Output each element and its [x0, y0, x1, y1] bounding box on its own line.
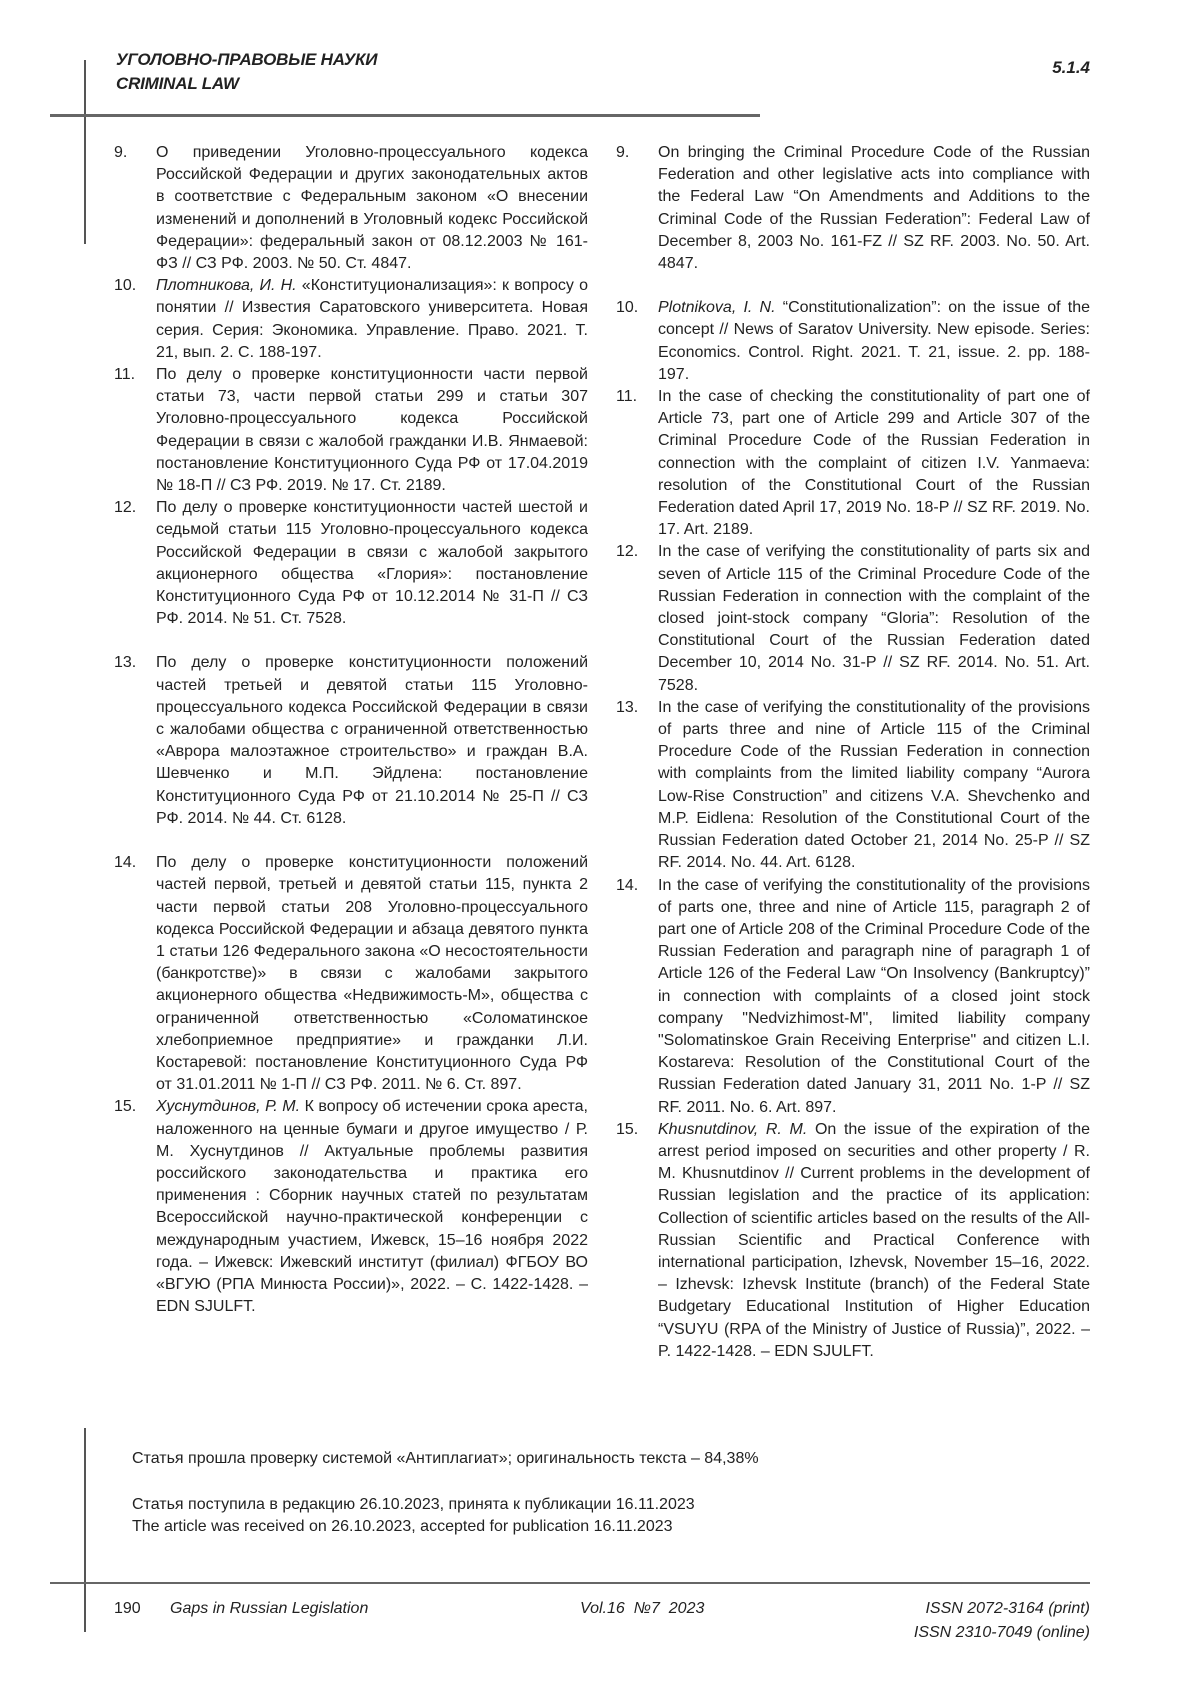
- reference-item: 12. По делу о проверке конституционности частей шестой и седьмой статьи 115 Уголовно-процессуального кодекса Российской Федерации в связи с жалобой закрытого акционерного общества «Глория»: постановление Конституционного Суда РФ от 10.12.2014 № 31-П // СЗ РФ. 2014. № 51. Ст. 7528.: [114, 499, 588, 628]
- top-vertical-rule: [84, 60, 86, 244]
- reference-item: 15. Khusnutdinov, R. M. On the issue of the expiration of the arrest period imposed on securities and other property / R. M. Khusnutdinov // Current problems in the development of Russian legislation and the practice of its application: Collection of scientific articles based on the results of the All-Russian Scientific and Practical Conference with international participation, Izhevsk, November 15–16, 2022. – Izhevsk: Izhevsk Institute (branch) of the Federal State Budgetary Educational Institution of Higher Education “VSUYU (RPA of the Ministry of Justice of Russia)”, 2022. – P. 1422-1428. – EDN SJULFT.: [616, 1120, 1090, 1360]
- journal-title: Gaps in Russian Legislation: [170, 1600, 369, 1617]
- header-rule: [50, 114, 760, 117]
- bottom-vertical-rule: [84, 1428, 86, 1632]
- received-note-ru: Статья поступила в редакцию 26.10.2023, принята к публикации 16.11.2023: [132, 1496, 695, 1513]
- reference-item: 9. On bringing the Criminal Procedure Code of the Russian Federation and other legislative acts into compliance with the Federal Law “On Amendments and Additions to the Criminal Code of the Russian Federation”: Federal Law of December 8, 2003 No. 161-FZ // SZ RF. 2003. No. 50. Art. 4847.: [616, 144, 1090, 273]
- section-title-ru: УГОЛОВНО-ПРАВОВЫЕ НАУКИ: [116, 50, 378, 69]
- reference-item: 12. In the case of verifying the constitutionality of parts six and seven of Article 115 of the Criminal Procedure Code of the Russian Federation in connection with the complaint of the closed joint-stock company “Gloria”: Resolution of the Constitutional Court of the Russian Federation dated December 10, 2014 No. 31-P // SZ RF. 2014. No. 51. Art. 7528.: [616, 543, 1090, 694]
- reference-item: 14. По делу о проверке конституционности положений частей первой, третьей и девятой статьи 115, пункта 2 части первой статьи 208 Уголовно-процессуального кодекса Российской Федерации и абзаца девятого пункта 1 статьи 126 Федерального закона «О несостоятельности (банкротстве)» в связи с жалобами закрытого акционерного общества «Недвижимость-М», общества с ограниченной ответственностью «Соломатинское хлебоприемное предприятие» и гражданки Л.И. Костаревой: постановление Конституционного Суда РФ от 31.01.2011 № 1-П // СЗ РФ. 2011. № 6. Ст. 897.: [114, 854, 588, 1094]
- reference-item: 13. In the case of verifying the constitutionality of the provisions of parts three and nine of Article 115 of the Criminal Procedure Code of the Russian Federation in connection with complaints from the limited liability company “Aurora Low-Rise Construction” and citizens V.A. Shevchenko and M.P. Eidlena: Resolution of the Constitutional Court of the Russian Federation dated October 21, 2014 No. 25-P // SZ RF. 2014. No. 44. Art. 6128.: [616, 698, 1090, 872]
- reference-author: Khusnutdinov, R. M.: [658, 1120, 808, 1138]
- received-note-en: The article was received on 26.10.2023, accepted for publication 16.11.2023: [132, 1518, 673, 1535]
- antiplagiat-note: Статья прошла проверку системой «Антиплагиат»; оригинальность текста – 84,38%: [132, 1450, 759, 1467]
- issn-print: ISSN 2072-3164 (print): [925, 1600, 1090, 1617]
- running-header: [116, 48, 377, 96]
- reference-item: 15. Хуснутдинов, Р. М. К вопросу об истечении срока ареста, наложенного на ценные бумаги и другое имущество / Р. М. Хуснутдинов // Актуальные проблемы развития российского законодательства и практика его применения : Сборник научных статей по результатам Всероссийской научно-практической конференции с международным участием, Ижевск, 15–16 ноября 2022 года. – Ижевск: Ижевский институт (филиал) ФГБОУ ВО «ВГУЮ (РПА Минюста России)», 2022. – С. 1422-1428. – EDN SJULFT.: [114, 1098, 588, 1316]
- reference-item: 10. Plotnikova, I. N. “Constitutionalization”: on the issue of the concept // News of Saratov University. New episode. Series: Economics. Control. Right. 2021. T. 21, issue. 2. pp. 188-197.: [616, 299, 1090, 383]
- reference-item: 10. Плотникова, И. Н. «Конституционализация»: к вопросу о понятии // Известия Саратовского университета. Новая серия. Серия: Экономика. Управление. Право. 2021. Т. 21, вып. 2. С. 188-197.: [114, 277, 589, 361]
- reference-author: Хуснутдинов, Р. М.: [156, 1098, 301, 1116]
- issn-online: ISSN 2310-7049 (online): [913, 1624, 1090, 1641]
- footer-rule: [50, 1582, 1090, 1584]
- reference-item: 13. По делу о проверке конституционности положений частей третьей и девятой статьи 115 Уголовно-процессуального кодекса Российской Федерации в связи с жалобами общества с ограниченной ответственностью «Аврора малоэтажное строительство» и граждан В.А. Шевченко и М.П. Эйдлена: постановление Конституционного Суда РФ от 21.10.2014 № 25-П // СЗ РФ. 2014. № 44. Ст. 6128.: [114, 654, 588, 827]
- reference-item: 11. По делу о проверке конституционности части первой статьи 73, части первой статьи 299 и статьи 307 Уголовно-процессуального кодекса Российской Федерации в связи с жалобой гражданки И.В. Янмаевой: постановление Конституционного Суда РФ от 17.04.2019 № 18-П // СЗ РФ. 2019. № 17. Ст. 2189.: [114, 366, 588, 495]
- reference-item: 9. О приведении Уголовно-процессуального кодекса Российской Федерации и других законодательных актов в соответствие с Федеральным законом «О внесении изменений и дополнений в Уголовный кодекс Российской Федерации»: федеральный закон от 08.12.2003 № 161-ФЗ // СЗ РФ. 2003. № 50. Ст. 4847.: [114, 144, 588, 273]
- reference-author: Плотникова, И. Н.: [156, 277, 297, 295]
- volume-issue: Vol.16 №7 2023: [580, 1600, 705, 1617]
- references-en: [616, 142, 1090, 1363]
- reference-item: 11. In the case of checking the constitutionality of part one of Article 73, part one of Article 299 and Article 307 of the Criminal Procedure Code of the Russian Federation in connection with the complaint of citizen I.V. Yanmaeva: resolution of the Constitutional Court of the Russian Federation dated April 17, 2019 No. 18-P // SZ RF. 2019. No. 17. Art. 2189.: [616, 388, 1090, 539]
- section-title-en: CRIMINAL LAW: [116, 74, 239, 93]
- specialty-code: 5.1.4: [1052, 58, 1090, 77]
- reference-author: Plotnikova, I. N.: [658, 299, 776, 317]
- page-number: 190: [114, 1600, 141, 1617]
- reference-item: 14. In the case of verifying the constitutionality of the provisions of parts one, three and nine of Article 115, paragraph 2 of part one of Article 208 of the Criminal Procedure Code of the Russian Federation and paragraph nine of paragraph 1 of Article 126 of the Federal Law “On Insolvency (Bankruptcy)” in connection with complaints of a closed joint stock company "Nedvizhimost-M", limited liability company "Solomatinskoe Grain Receiving Enterprise" and citizen L.I. Kostareva: Resolution of the Constitutional Court of the Russian Federation dated January 31, 2011 No. 1-P // SZ RF. 2011. No. 6. Art. 897.: [616, 876, 1090, 1116]
- references-ru: [114, 142, 588, 1318]
